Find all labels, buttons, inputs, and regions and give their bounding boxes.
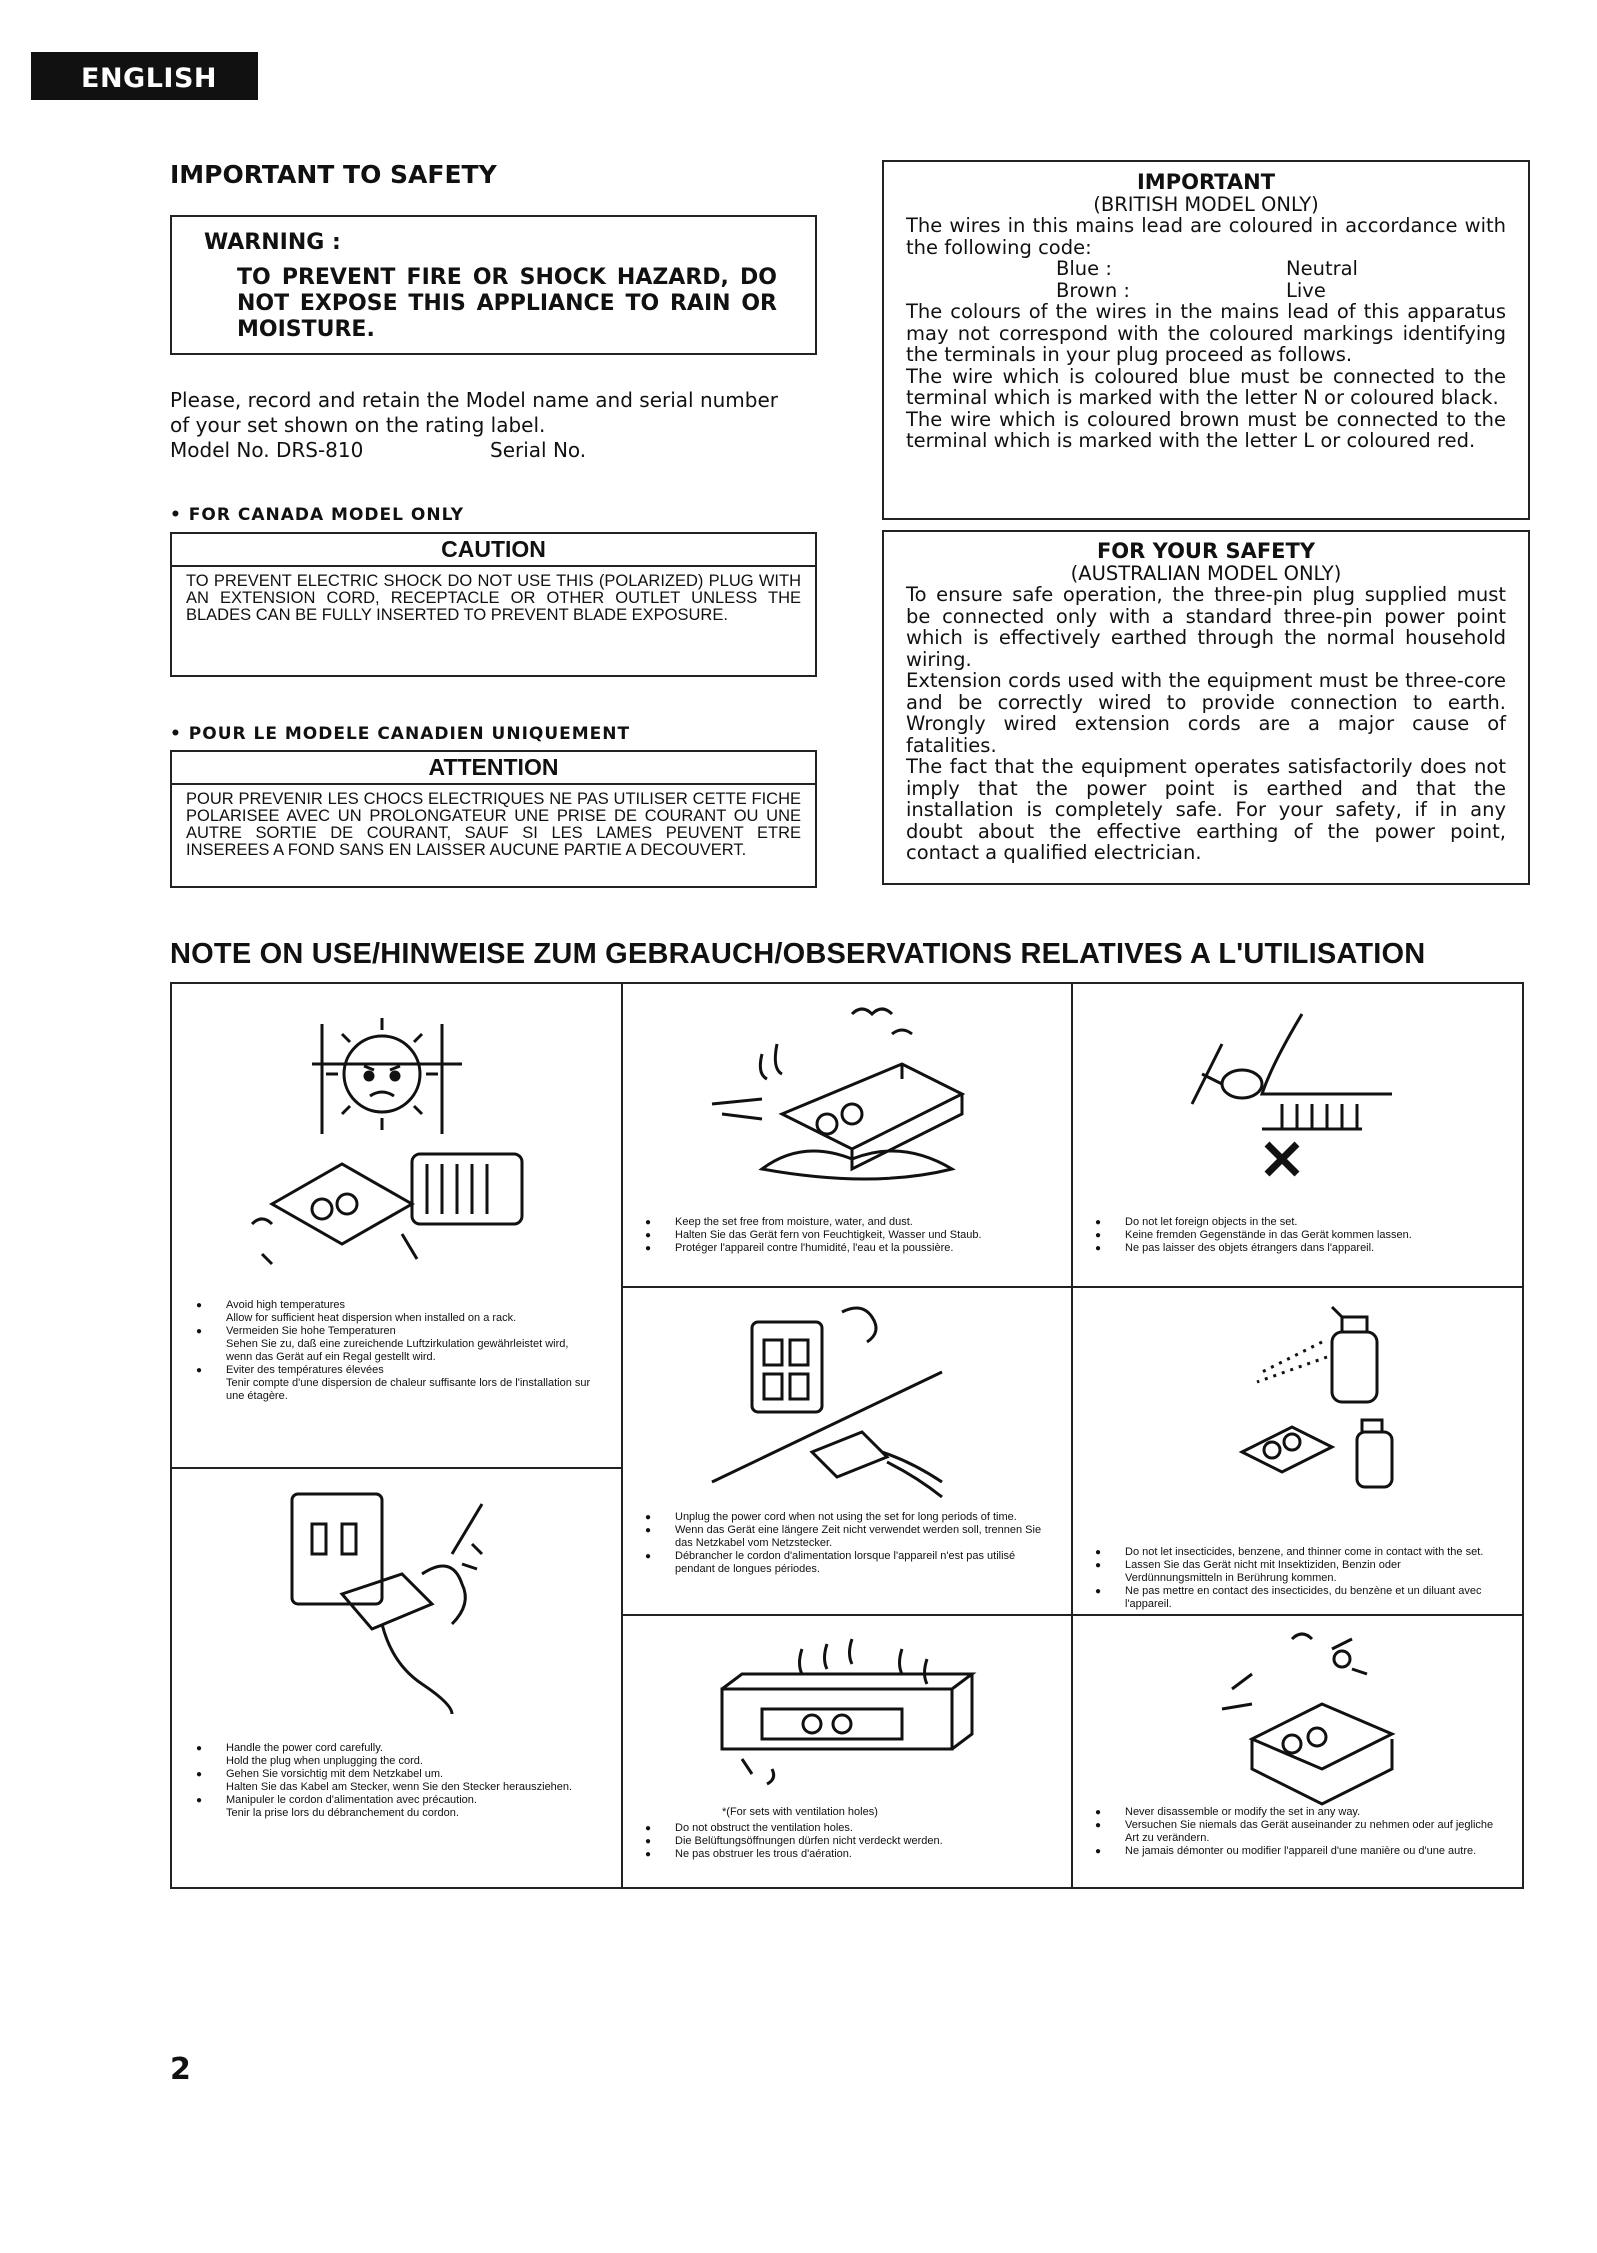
wire-neutral-label: Neutral (1286, 257, 1358, 280)
note-item: ● Never disassemble or modify the set in any way. (1095, 1806, 1495, 1819)
important-to-safety-heading: IMPORTANT TO SAFETY (170, 160, 497, 189)
note-item: ● Ne pas laisser des objets étrangers dans l'appareil. (1095, 1242, 1495, 1255)
language-tab: ENGLISH (31, 52, 258, 100)
record-line-2: of your set shown on the rating label. (170, 413, 546, 437)
rain-illustration (702, 994, 1002, 1214)
note-item: ● Do not let foreign objects in the set. (1095, 1216, 1495, 1229)
note-item: ● Gehen Sie vorsichtig mit dem Netzkabel um. Halten Sie das Kabel am Stecker, wenn Sie den Stecker herausziehen. (196, 1768, 596, 1794)
caution-title: CAUTION (172, 534, 815, 567)
note-foreign-objects (1095, 1216, 1495, 1255)
note-item: ● Handle the power cord carefully. Hold the plug when unplugging the cord. (196, 1742, 596, 1768)
note-temperature (196, 1299, 596, 1403)
wire-blue-label: Blue : (1056, 257, 1112, 280)
serial-number: Serial No. (490, 438, 587, 462)
british-model-box (882, 160, 1530, 520)
caution-box (170, 532, 817, 677)
note-unplug (645, 1511, 1045, 1576)
model-number: Model No. DRS-810 (170, 438, 364, 462)
note-item: ● Eviter des températures élevées Tenir compte d'une dispersion de chaleur suffisante lors de l'installation sur une étagère. (196, 1364, 596, 1403)
outlet-unplug-illustration (712, 1302, 982, 1522)
plug-hand-illustration (272, 1484, 532, 1724)
note-item: ● Do not let insecticides, benzene, and thinner come in contact with the set. (1095, 1546, 1495, 1559)
wire-live-label: Live (1286, 278, 1326, 302)
note-on-use-grid (170, 982, 1524, 1889)
note-insecticides (1095, 1546, 1495, 1611)
british-title: IMPORTANT (1136, 170, 1276, 194)
british-paragraph-3: The wire which is coloured brown must be connected to the terminal which is marked with the letter L or coloured red. (906, 407, 1506, 452)
record-line-1: Please, record and retain the Model name and serial number (170, 388, 778, 412)
note-item: ● Lassen Sie das Gerät nicht mit Insektiziden, Benzin oder Verdünnungsmitteln in Berührung kommen. (1095, 1559, 1495, 1585)
note-item: ● Keep the set free from moisture, water, and dust. (645, 1216, 1045, 1229)
australian-title: FOR YOUR SAFETY (1096, 539, 1316, 563)
note-ventilation (645, 1822, 1045, 1861)
spray-can-illustration (1182, 1302, 1442, 1512)
note-item: ● Die Belüftungsöffnungen dürfen nicht verdeckt werden. (645, 1835, 1045, 1848)
note-item: ● Protéger l'appareil contre l'humidité, l'eau et la poussière. (645, 1242, 1045, 1255)
note-disassemble (1095, 1806, 1495, 1858)
canada-fr-label: • POUR LE MODELE CANADIEN UNIQUEMENT (170, 724, 631, 744)
note-item: ● Wenn das Gerät eine längere Zeit nicht verwendet werden soll, trennen Sie das Netzkabel vom Netzstecker. (645, 1524, 1045, 1550)
sun-heater-illustration (232, 1004, 562, 1274)
warning-box (170, 215, 817, 355)
note-item: ● Do not obstruct the ventilation holes. (645, 1822, 1045, 1835)
page-number: 2 (170, 2052, 191, 2087)
note-item: ● Ne jamais démonter ou modifier l'appareil d'une manière ou d'une autre. (1095, 1845, 1495, 1858)
australian-model-box (882, 530, 1530, 885)
warning-title: WARNING : (204, 230, 341, 255)
australian-paragraph-3: The fact that the equipment operates satisfactorily does not imply that the power point is earthed and that the installation is completely safe. For your safety, if in any doubt about the effective earthing of the power point, contact a qualified electrician. (906, 755, 1506, 864)
british-paragraph-2: The wire which is coloured blue must be connected to the terminal which is marked with the letter N or coloured black. (906, 364, 1506, 409)
note-power-cord (196, 1742, 596, 1820)
attention-body: POUR PREVENIR LES CHOCS ELECTRIQUES NE PAS UTILISER CETTE FICHE POLARISEE AVEC UN PROLONGATEUR UNE PRISE DE COURANT OU UNE AUTRE SORTIE DE COURANT, SAUF SI LES LAMES PEUVENT ETRE INSEREES A FOND SANS EN LAISSER AUCUNE PARTIE A DECOUVERT. (186, 790, 801, 859)
ventilation-caption: *(For sets with ventilation holes) (722, 1806, 878, 1818)
note-item: ● Vermeiden Sie hohe Temperaturen Sehen Sie zu, daß eine zureichende Luftzirkulation gewährleistet wird, wenn das Gerät auf ein Regal gestellt wird. (196, 1325, 596, 1364)
note-item: ● Halten Sie das Gerät fern von Feuchtigkeit, Wasser und Staub. (645, 1229, 1045, 1242)
attention-title: ATTENTION (172, 752, 815, 785)
australian-paragraph-1: To ensure safe operation, the three-pin plug supplied must be connected only with a standard three-pin power point which is effectively earthed through the normal household wiring. (906, 583, 1506, 671)
note-item: ● Unplug the power cord when not using the set for long periods of time. (645, 1511, 1045, 1524)
disassemble-illustration (1192, 1629, 1452, 1794)
canada-model-label: • FOR CANADA MODEL ONLY (170, 505, 465, 525)
wire-brown-label: Brown : (1056, 278, 1130, 302)
foreign-objects-illustration (1172, 1014, 1432, 1184)
caution-body: TO PREVENT ELECTRIC SHOCK DO NOT USE THIS (POLARIZED) PLUG WITH AN EXTENSION CORD, RECEPTACLE OR OTHER OUTLET UNLESS THE BLADES CAN BE FULLY INSERTED TO PREVENT BLADE EXPOSURE. (186, 572, 801, 624)
note-moisture (645, 1216, 1045, 1255)
note-item: ● Manipuler le cordon d'alimentation avec précaution. Tenir la prise lors du débranchement du cordon. (196, 1794, 596, 1820)
note-on-use-heading: NOTE ON USE/HINWEISE ZUM GEBRAUCH/OBSERVATIONS RELATIVES A L'UTILISATION (170, 938, 1426, 970)
note-item: ● Débrancher le cordon d'alimentation lorsque l'appareil n'est pas utilisé pendant de longues périodes. (645, 1550, 1045, 1576)
note-item: ● Versuchen Sie niemals das Gerät auseinander zu nehmen oder auf jegliche Art zu verändern. (1095, 1819, 1495, 1845)
australian-subtitle: (AUSTRALIAN MODEL ONLY) (1070, 561, 1342, 585)
note-item: ● Ne pas mettre en contact des insecticides, du benzène et un diluant avec l'appareil. (1095, 1585, 1495, 1611)
ventilation-illustration (702, 1629, 1002, 1794)
note-item: ● Avoid high temperatures Allow for sufficient heat dispersion when installed on a rack. (196, 1299, 596, 1325)
british-subtitle: (BRITISH MODEL ONLY) (1093, 192, 1319, 216)
australian-paragraph-2: Extension cords used with the equipment must be three-core and be correctly wired to provide connection to earth. Wrongly wired extension cords are a major cause of fatalities. (906, 669, 1506, 757)
british-intro: The wires in this mains lead are coloured in accordance with the following code: (906, 214, 1506, 259)
note-item: ● Ne pas obstruer les trous d'aération. (645, 1848, 1045, 1861)
british-paragraph-1: The colours of the wires in the mains lead of this apparatus may not correspond with the coloured markings identifying the terminals in your plug proceed as follows. (906, 300, 1506, 366)
note-item: ● Keine fremden Gegenstände in das Gerät kommen lassen. (1095, 1229, 1495, 1242)
warning-body: TO PREVENT FIRE OR SHOCK HAZARD, DO NOT EXPOSE THIS APPLIANCE TO RAIN OR MOISTURE. (237, 265, 777, 342)
attention-box (170, 750, 817, 888)
record-model-text (170, 388, 820, 463)
